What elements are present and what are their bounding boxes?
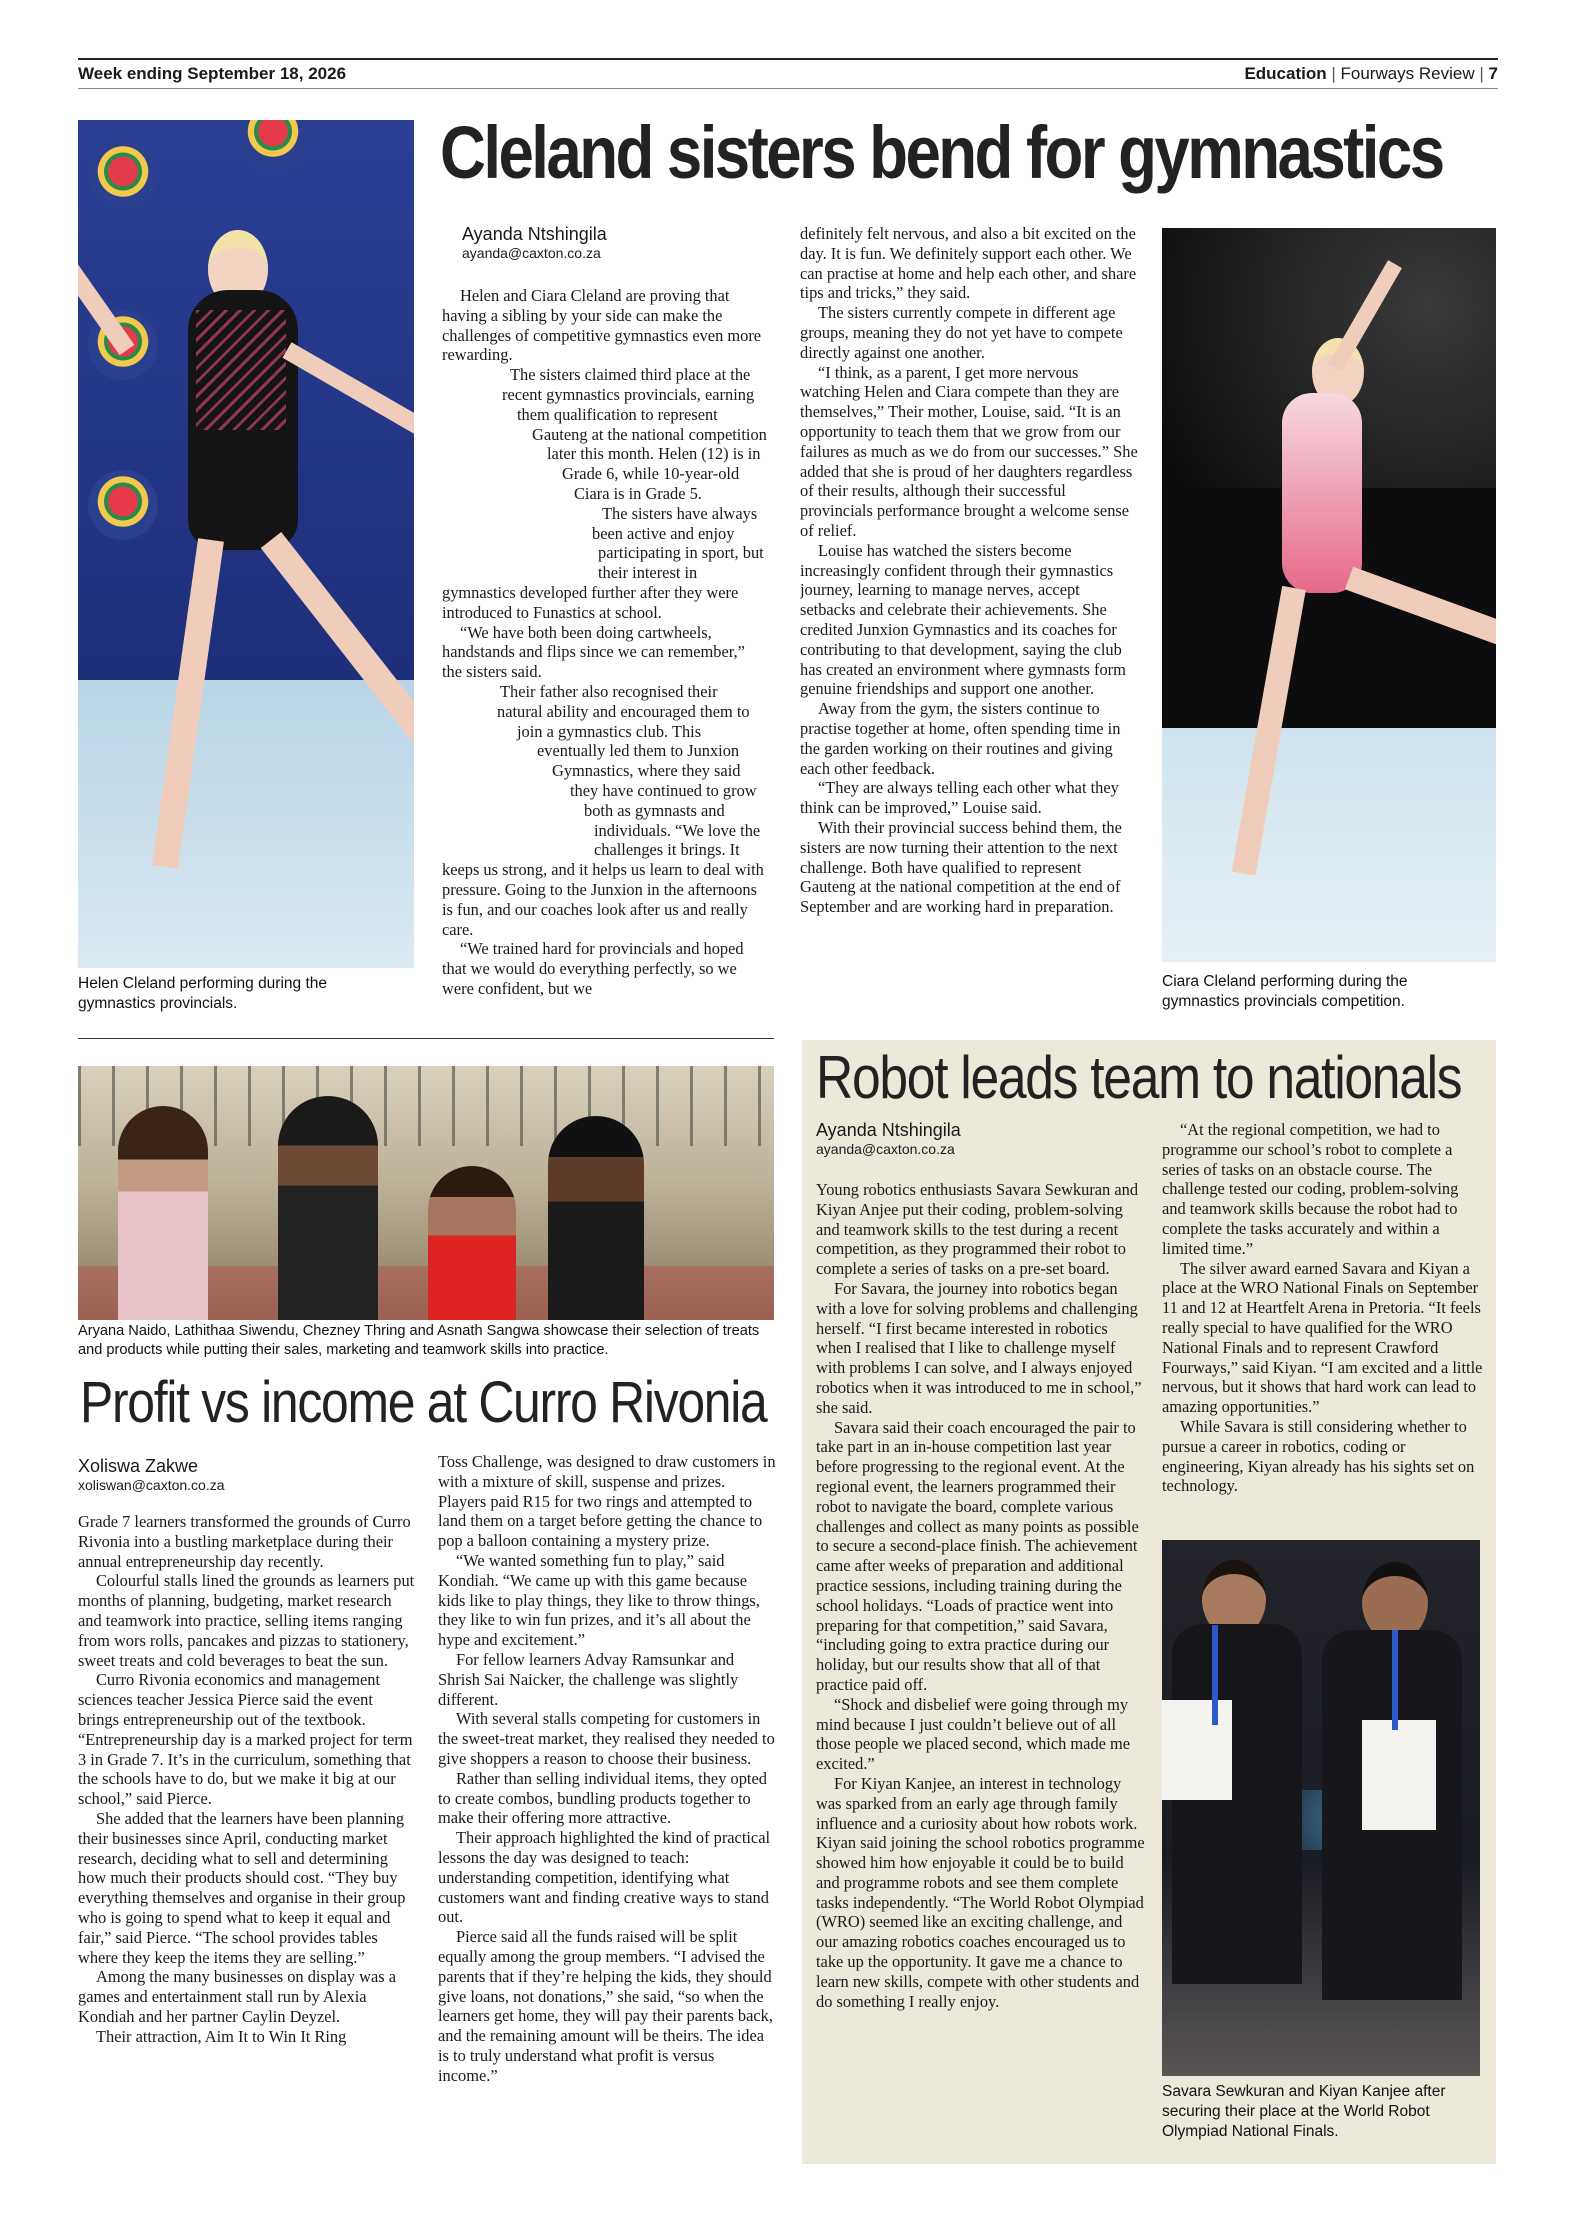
article1-col1-p1: Helen and Ciara Cleland are proving that having a sibling by your side can make the challenges of competitive gymnastics even more rewarding. [442, 286, 762, 365]
article3-byline-name: Ayanda Ntshingila [816, 1120, 961, 1140]
article2-col1-p6: Their attraction, Aim It to Win It Ring [96, 2026, 347, 2046]
article1-column2 [800, 224, 1138, 1014]
article1-byline [462, 224, 607, 261]
article1-byline-email: ayanda@caxton.co.za [462, 245, 601, 261]
issue-date: Week ending September 18, 2026 [78, 64, 347, 83]
article3-col1-p3: Savara said their coach encouraged the pair to take part in an in-house competition last year before progressing to the regional event. At the regional event, the learners programmed their robot to navigate the board, complete various challenges and collect as many points as possible to secure a second-place finish. The achievement came after weeks of preparation and additional practice sessions, including training during the school holidays. “Loads of practice went into preparing for that competition,” said Savara, “including going to extra practice during our holiday, but our results show that all of that practice paid off. [816, 1417, 1139, 1694]
article1-col1-p6: “We trained hard for provincials and hoped that we would do everything perfectly, so we were confident, but we [442, 939, 744, 998]
article3-byline-email: ayanda@caxton.co.za [816, 1141, 955, 1157]
article1-col2-p3: “I think, as a parent, I get more nervous watching Helen and Ciara compete than they are themselves,” Their mother, Louise, said. “It is an opportunity to teach them that we grow from our failures as much as we do from our successes.” She added that she is proud of her daughters regardless of their results, although their successful provincials performance brought a welcome sense of relief. [800, 362, 1138, 540]
photo-curro-learners [78, 1066, 774, 1320]
article1-col1-p2: The sisters claimed third place at the recent gymnastics provincials, earning them qualification to represent Gauteng at the national competition later this month. Helen (12) is in Grade 6, while 10-year-old Ciara is in Grade 5. [502, 365, 767, 503]
article2-byline [78, 1456, 225, 1493]
article2-col2-p6: Their approach highlighted the kind of practical lessons the day was designed to teach: understanding competition, identifying what customers want and finding creative ways to stand out. [438, 1828, 771, 1927]
article3-col1-p4: “Shock and disbelief were going through my mind because I just couldn’t believe out of all those people we placed second, which made me excited.” [816, 1694, 1131, 1774]
caption-robotics-winners: Savara Sewkuran and Kiyan Kanjee after securing their place at the World Robot Olympiad National Finals. [1162, 2083, 1446, 2140]
article2-col2-p2: “We wanted something fun to play,” said Kondiah. “We came up with this game because kids like to play things, they like to throw things, they like to win fun prizes, and it’s all about the hype and excitement.” [438, 1550, 760, 1650]
article3-byline [816, 1120, 961, 1157]
article2-col1-p4: She added that the learners have been planning their businesses since April, conducting market research, deciding what to sell and determining how much their products should cost. “They buy everything themselves and organise in their group who is going to spend what to keep it equal and fair,” said Pierce. “The school provides tables where they keep the items they are selling.” [78, 1808, 406, 1967]
article1-col2-p2: The sisters currently compete in different age groups, meaning they do not yet have to compete directly against one another. [800, 303, 1123, 362]
article2-col1-p1: Grade 7 learners transformed the grounds of Curro Rivonia into a bustling marketplace during their annual entrepreneurship day recently. [78, 1512, 411, 1571]
caption-ciara-cleland: Ciara Cleland performing during the gymnastics provincials competition. [1162, 973, 1408, 1010]
article2-col2-p5: Rather than selling individual items, they opted to create combos, bundling products together to make their offering more attractive. [438, 1768, 767, 1828]
article3-col1-p5: For Kiyan Kanjee, an interest in technology was sparked from an early age through family influence and a curiosity about how robots work. Kiyan said joining the school robotics programme showed him how enjoyable it could be to build and programme robots and see them complete tasks independently. “The World Robot Olympiad (WRO) seemed like an exciting challenge, and our amazing robotics coaches encouraged us to take up the opportunity. It gave me a chance to learn new skills, compete with other students and do something I really enjoy. [816, 1773, 1145, 2011]
article2-col1-p3: Curro Rivonia economics and management sciences teacher Jessica Pierce said the event brings entrepreneurship out of the textbook. “Entrepreneurship day is a marked project for term 3 in Grade 7. It’s in the curriculum, something that the schools have to do, but we make it big at our school,” said Pierce. [78, 1670, 413, 1809]
header-bottom-rule [78, 88, 1498, 89]
section-label: Education | Fourways Review | 7 [1244, 64, 1498, 83]
article2-col2-p1: Toss Challenge, was designed to draw customers in with a mixture of skill, suspense and prizes. Players paid R15 for two rings and attempted to land them on a target before getting the chance to pop a balloon containing a mystery prize. [438, 1452, 776, 1551]
article3-headline: Robot leads team to nationals [816, 1044, 1462, 1111]
article2-col1-p2: Colourful stalls lined the grounds as learners put months of planning, budgeting, market research and teamwork into practice, selling items ranging from wors rolls, pancakes and pizzas to stationery, sweet treats and cold beverages to beat the sun. [78, 1571, 415, 1670]
article3-col1-p2: For Savara, the journey into robotics began with a love for solving problems and challenging herself. “I first became interested in robotics when I realised that I like to challenge myself with problems I can solve, and I always enjoyed robotics when it was introduced to me in school,” she said. [816, 1278, 1142, 1417]
article1-byline-name: Ayanda Ntshingila [462, 224, 607, 244]
article1-col2-p4: Louise has watched the sisters become increasingly confident through their gymnastics journey, learning to manage nerves, accept setbacks and celebrate their achievements. She credited Junxion Gymnastics and its coaches for contributing to that development, saying the club has created an environment where gymnasts form genuine friendships and support one another. [800, 540, 1126, 699]
article1-col2-p1: definitely felt nervous, and also a bit excited on the day. It is fun. We definitely support each other. We can practise at home and help each other, and share tips and tricks,” they said. [800, 224, 1137, 303]
article3-col2-p2: The silver award earned Savara and Kiyan a place at the WRO National Finals on September 11 and 12 at Heartfelt Arena in Pretoria. “It feels really special to have qualified for the WRO National Finals and to represent Crawford Fourways,” said Kiyan. “I am excited and a little nervous, but it shows that hard work can lead to amazing opportunities.” [1162, 1258, 1483, 1417]
caption-helen-cleland: Helen Cleland performing during the gymnastics provincials. [78, 975, 328, 1012]
article1-col2-p6: “They are always telling each other what they think can be improved,” Louise said. [800, 778, 1119, 818]
section-name: Education [1244, 64, 1327, 83]
article2-byline-email: xoliswan@caxton.co.za [78, 1477, 225, 1493]
article3-column2 [1162, 1120, 1484, 1520]
article3-col1-p1: Young robotics enthusiasts Savara Sewkuran and Kiyan Anjee put their coding, problem-solving and teamwork skills to the test during a recent competition, as they programmed their robot to complete a series of tasks on a pre-set board. [816, 1180, 1139, 1279]
header-top-rule [78, 58, 1498, 60]
article1-column1 [442, 286, 767, 1016]
article2-byline-name: Xoliswa Zakwe [78, 1456, 199, 1476]
article2-column2 [438, 1452, 776, 2172]
article2-headline: Profit vs income at Curro Rivonia [80, 1370, 767, 1435]
page-number: 7 [1488, 64, 1498, 83]
article1-col2-p7: With their provincial success behind them, the sisters are now turning their attention to the next challenge. Both have qualified to represent Gauteng at the national competition at the end of September and are working hard in preparation. [800, 817, 1122, 917]
article2-col2-p3: For fellow learners Advay Ramsunkar and Shrish Sai Naicker, the challenge was slightly different. [438, 1649, 739, 1709]
section-divider [78, 1038, 774, 1039]
article3-col2-p3: While Savara is still considering whether to pursue a career in robotics, coding or engineering, Kiyan already has his sights set on technology. [1162, 1416, 1475, 1496]
article2-col2-p7: Pierce said all the funds raised will be split equally among the group members. “I advised the parents that if they’re helping the kids, they should give loans, not donations,” she said, “so when the learners get home, they will pay their parents back, and the remaining amount will be theirs. The idea is to truly understand what profit is versus income.” [438, 1927, 773, 2085]
article1-headline: Cleland sisters bend for gymnastics [440, 111, 1443, 194]
article3-column1 [816, 1180, 1146, 2150]
article1-col1-p3: The sisters have always been active and enjoy participating in sport, but their interest in gymnastics developed further after they were introduced to Funastics at school. [442, 503, 764, 622]
article1-col1-p4: “We have both been doing cartwheels, handstands and flips since we can remember,” the sisters said. [442, 622, 745, 682]
photo-robotics-winners [1162, 1540, 1480, 2076]
article1-col2-p5: Away from the gym, the sisters continue to practise together at home, often spending time in the garden working on their routines and giving each other feedback. [800, 699, 1121, 778]
publication-name: Fourways Review [1340, 64, 1475, 83]
article1-col1-p5: Their father also recognised their natural ability and encouraged them to join a gymnastics club. This eventually led them to Junxion Gymnastics, where they said they have continued to grow both as gymnasts and individuals. “We love the challenges it brings. It keeps us strong, and it helps us learn to deal with pressure. Going to the Junxion in the afternoons is fun, and our coaches look after us and really care. [442, 681, 764, 939]
article2-column1 [78, 1512, 416, 2172]
article3-col2-p1: “At the regional competition, we had to programme our school’s robot to complete a series of tasks on an obstacle course. The challenge tested our coding, problem-solving and teamwork skills because the robot had to complete the tasks accurately and within a limited time.” [1162, 1120, 1459, 1258]
caption-curro-learners: Aryana Naido, Lathithaa Siwendu, Chezney Thring and Asnath Sangwa showcase their selection of treats and products while putting their sales, marketing and teamwork skills into practice. [78, 1323, 760, 1358]
article2-col1-p5: Among the many businesses on display was a games and entertainment stall run by Alexia Kondiah and her partner Caylin Deyzel. [78, 1967, 397, 2026]
photo-ciara-cleland [1162, 228, 1496, 962]
article2-col2-p4: With several stalls competing for customers in the sweet-treat market, they realised they needed to give shoppers a reason to choose their business. [438, 1709, 775, 1768]
photo-helen-cleland [78, 120, 414, 968]
